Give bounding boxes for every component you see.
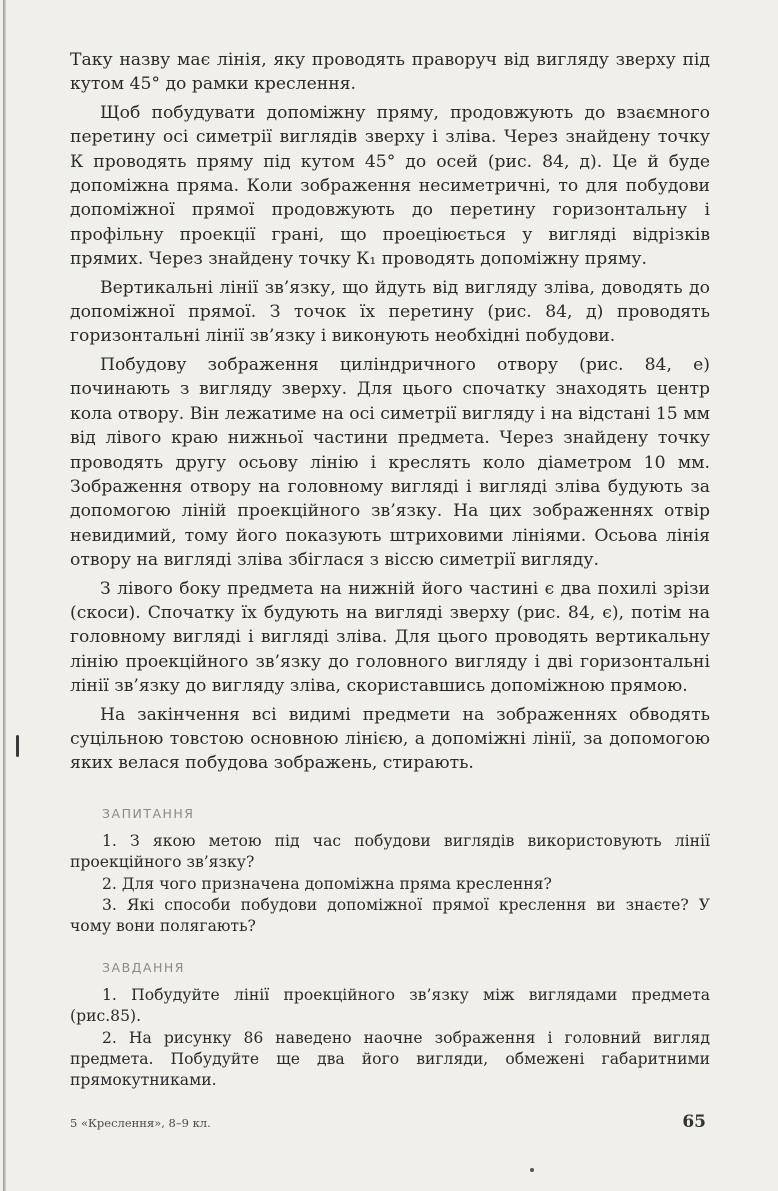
question-1: 1. З якою метою під час побудови виглядів використовують лінії проекційного зв’язку? bbox=[70, 831, 710, 872]
body-paragraph-1: Таку назву має лінія, яку проводять праворуч від вигляду зверху під кутом 45° до рамки креслення. bbox=[70, 50, 710, 95]
task-2: 2. На рисунку 86 наведено наочне зображення і головний вигляд предмета. Побудуйте ще два його вигляди, обмежені габаритними прямокутниками. bbox=[70, 1028, 710, 1090]
page-number: 65 bbox=[682, 1112, 706, 1132]
body-paragraph-4: Побудову зображення циліндричного отвору (рис. 84, е) починають з вигляду зверху. Для цього спочатку знаходять центр кола отвору. Він лежатиме на осі симетрії вигляду і на відстані 15 мм від лівого краю нижньої частини предмета. Через знайдену точку проводять другу осьову лінію і креслять коло діаметром 10 мм. Зображення отвору на головному вигляді і вигляді зліва будують за допомогою ліній проекційного зв’язку. На цих зображеннях отвір невидимий, тому його показують штриховими лініями. Осьова лінія отвору на вигляді зліва збіглася з віссю симетрії вигляду. bbox=[70, 354, 710, 571]
tasks-heading: ЗАВДАННЯ bbox=[102, 959, 185, 975]
task-1: 1. Побудуйте лінії проекційного зв’язку між виглядами предмета (рис.85). bbox=[70, 985, 710, 1026]
page-footer bbox=[70, 1112, 710, 1136]
questions-heading: ЗАПИТАННЯ bbox=[102, 805, 195, 821]
question-3: 3. Які способи побудови допоміжної прямої креслення ви знаєте? У чому вони полягають? bbox=[70, 896, 710, 936]
body-paragraph-3: Вертикальні лінії зв’язку, що йдуть від вигляду зліва, доводять до допоміжної прямої. З точок їх перетину (рис. 84, д) проводять горизонтальні лінії зв’язку і виконують необхідні побудови. bbox=[70, 277, 710, 347]
body-paragraph-6: На закінчення всі видимі предмети на зображеннях обводять суцільною товстою основною лінією, а допоміжні лінії, за допомогою яких велася побудова зображень, стирають. bbox=[70, 704, 710, 774]
page-content bbox=[70, 48, 710, 1092]
body-paragraph-5: З лівого боку предмета на нижній його частині є два похилі зрізи (скоси). Спочатку їх будують на вигляді зверху (рис. 84, є), потім на головному вигляді і вигляді зліва. Для цього проводять вертикальну лінію проекційного зв’язку до головного вигляду і дві горизонтальні лінії зв’язку до вигляду зліва, скориставшись допоміжною прямою. bbox=[70, 578, 710, 697]
page-edge bbox=[3, 0, 6, 1191]
question-2: 2. Для чого призначена допоміжна пряма креслення? bbox=[102, 874, 552, 893]
margin-mark bbox=[16, 735, 19, 757]
scan-dot bbox=[530, 1168, 534, 1172]
body-paragraph-2: Щоб побудувати допоміжну пряму, продовжують до взаємного перетину осі симетрії виглядів зверху і зліва. Через знайдену точку К проводять пряму під кутом 45° до осей (рис. 84, д). Це й буде допоміжна пряма. Коли зображення несиметричні, то для побудови допоміжної прямої продовжують до перетину горизонтальну і профільну проекції грані, що проеціюється у вигляді відрізків прямих. Через знайдену точку К₁ проводять допоміжну пряму. bbox=[70, 102, 710, 270]
footer-note: 5 «Креслення», 8–9 кл. bbox=[70, 1116, 211, 1130]
